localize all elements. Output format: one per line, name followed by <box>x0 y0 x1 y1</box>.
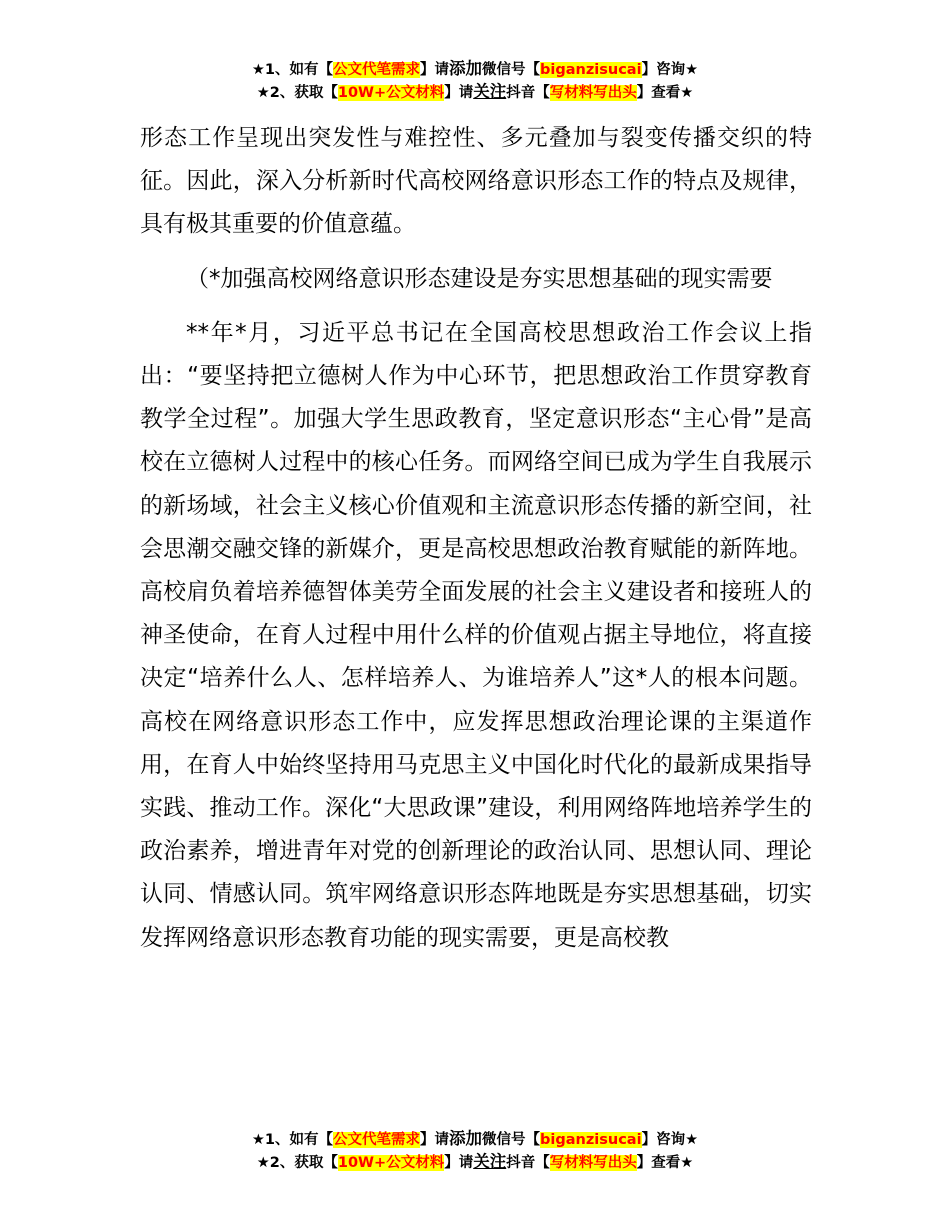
banner-text: 请 <box>434 62 450 78</box>
banner-text: ★1、如有 <box>251 62 319 78</box>
douyin-name-highlight: 写材料写出头 <box>549 1155 637 1171</box>
bracket: 】 <box>636 85 652 101</box>
bracket: 【 <box>535 1155 550 1171</box>
section-heading: （*加强高校网络意识形态建设是夯实思想基础的现实需要 <box>186 265 773 292</box>
bracket: 【 <box>318 1132 334 1148</box>
banner-text: 咨询★ <box>656 62 699 78</box>
banner-text: 微信号 <box>482 62 526 78</box>
wechat-id-highlight: biganzisucai <box>540 1132 642 1148</box>
banner-text: 请 <box>458 1155 474 1171</box>
bracket: 】 <box>641 1132 657 1148</box>
banner-text: 查看★ <box>651 85 694 101</box>
banner-text: 咨询★ <box>656 1132 699 1148</box>
bracket: 【 <box>535 85 550 101</box>
banner-text: ★2、获取 <box>256 1155 324 1171</box>
banner-line-1 <box>0 1128 950 1151</box>
bracket: 【 <box>525 1132 541 1148</box>
banner-text: 微信号 <box>482 1132 526 1148</box>
banner-text: 抖音 <box>506 85 536 101</box>
banner-emphasis: 关注 <box>473 1152 507 1171</box>
banner-text: ★2、获取 <box>256 85 324 101</box>
banner-line-1 <box>0 58 950 81</box>
bracket: 【 <box>323 1155 338 1171</box>
banner-text: 请 <box>458 85 474 101</box>
header-banner <box>0 58 950 104</box>
paragraph-main: **年*月，习近平总书记在全国高校思想政治工作会议上指出：“要坚持把立德树人作为中心环节，把思想政治工作贯穿教育教学全过程”。加强大学生思政教育，坚定意识形态“主心骨”是高校在立德树人过程中的核心任务。而网络空间已成为学生自我展示的新场域，社会主义核心价值观和主流意识形态传播的新空间，社会思潮交融交锋的新媒介，更是高校思想政治教育赋能的新阵地。高校肩负着培养德智体美劳全面发展的社会主义建设者和接班人的神圣使命，在育人过程中用什么样的价值观占据主导地位，将直接决定“培养什么人、怎样培养人、为谁培养人”这*人的根本问题。高校在网络意识形态工作中，应发挥思想政治理论课的主渠道作用，在育人中始终坚持用马克思主义中国化时代化的最新成果指导实践、推动工作。深化“大思政课”建设，利用网络阵地培养学生的政治素养，增进青年对党的创新理论的政治认同、思想认同、理论认同、情感认同。筑牢网络意识形态阵地既是夯实思想基础，切实发挥网络意识形态教育功能的现实需要，更是高校教 <box>140 319 812 951</box>
bracket: 】 <box>636 1155 652 1171</box>
banner-text: ★1、如有 <box>251 1132 319 1148</box>
materials-highlight: 10W+公文材料 <box>337 85 445 101</box>
service-highlight: 公文代笔需求 <box>333 62 421 78</box>
bracket: 】 <box>444 85 459 101</box>
footer-banner <box>0 1128 950 1174</box>
banner-emphasis: 添加 <box>449 59 483 78</box>
materials-highlight: 10W+公文材料 <box>337 1155 445 1171</box>
paragraph-continued: 形态工作呈现出突发性与难控性、多元叠加与裂变传播交织的特征。因此，深入分析新时代高校网络意识形态工作的特点及规律，具有极其重要的价值意蕴。 <box>140 125 812 238</box>
bracket: 】 <box>444 1155 459 1171</box>
bracket: 】 <box>420 1132 435 1148</box>
bracket: 】 <box>420 62 435 78</box>
bracket: 】 <box>641 62 657 78</box>
bracket: 【 <box>318 62 334 78</box>
banner-text: 查看★ <box>651 1155 694 1171</box>
document-body <box>140 117 812 960</box>
banner-text: 抖音 <box>506 1155 536 1171</box>
service-highlight: 公文代笔需求 <box>333 1132 421 1148</box>
wechat-id-highlight: biganzisucai <box>540 62 642 78</box>
banner-text: 请 <box>434 1132 450 1148</box>
douyin-name-highlight: 写材料写出头 <box>549 85 637 101</box>
banner-line-2 <box>0 1151 950 1174</box>
banner-emphasis: 添加 <box>449 1129 483 1148</box>
banner-line-2 <box>0 81 950 104</box>
bracket: 【 <box>323 85 338 101</box>
banner-emphasis: 关注 <box>473 82 507 101</box>
bracket: 【 <box>525 62 541 78</box>
